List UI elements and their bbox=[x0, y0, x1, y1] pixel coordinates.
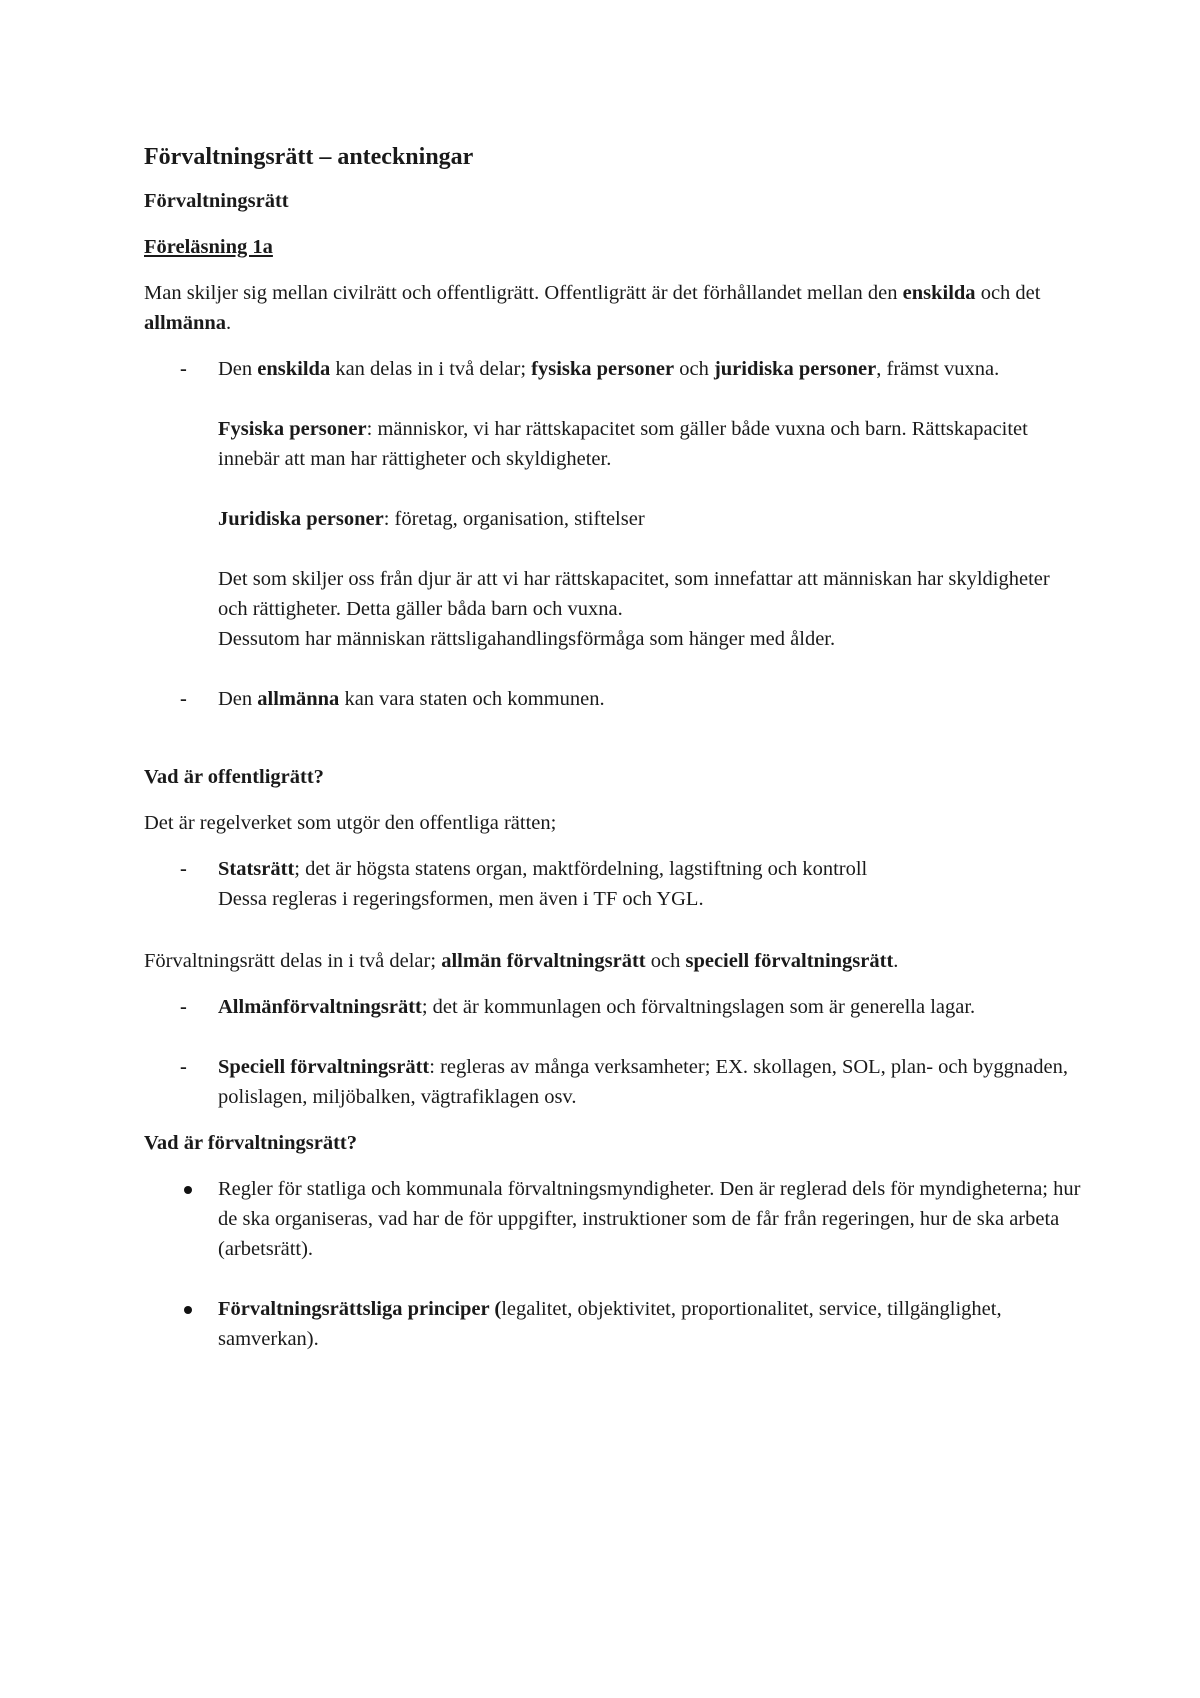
statsratt-text: Statsrätt; det är högsta statens organ, maktfördelning, lagstiftning och kontroll bbox=[218, 858, 868, 880]
intro-paragraph: Man skiljer sig mellan civilrätt och offentligrätt. Offentligrätt är det förhållandet mellan den enskilda och det allmänna. bbox=[144, 282, 1041, 334]
list-item-allman-forvaltningsratt bbox=[144, 992, 1084, 1022]
list-item-allmanna bbox=[144, 684, 1084, 714]
document-subtitle: Förvaltningsrätt bbox=[144, 190, 289, 212]
principer-text: Förvaltningsrättsliga principer (legalitet, objektivitet, proportionalitet, service, tillgänglighet, samverkan). bbox=[218, 1298, 1002, 1350]
list-item-speciell-forvaltningsratt bbox=[144, 1052, 1084, 1112]
bullet-dot-icon bbox=[184, 1306, 192, 1314]
forvaltningsratt-heading: Vad är förvaltningsrätt? bbox=[144, 1132, 357, 1154]
lecture-heading: Föreläsning 1a bbox=[144, 236, 273, 258]
allman-forvaltningsratt-text: Allmänförvaltningsrätt; det är kommunlagen och förvaltningslagen som är generella lagar. bbox=[218, 996, 976, 1018]
bullet-dot-icon bbox=[184, 1186, 192, 1194]
statsratt-text-2: Dessa regleras i regeringsformen, men även i TF och YGL. bbox=[218, 888, 704, 910]
enskilda-text: Den enskilda kan delas in i två delar; fysiska personer och juridiska personer, främst vuxna. bbox=[218, 358, 1000, 380]
document-body bbox=[144, 140, 1084, 1370]
list-item-enskilda bbox=[144, 354, 1084, 654]
document-title: Förvaltningsrätt – anteckningar bbox=[144, 144, 474, 170]
regler-text: Regler för statliga och kommunala förvaltningsmyndigheter. Den är reglerad dels för myndigheterna; hur de ska organiseras, vad har de för uppgifter, instruktioner som de får från regeringen, hur de ska arbeta (arbetsrätt). bbox=[218, 1178, 1081, 1260]
list-item-regler bbox=[144, 1174, 1084, 1264]
dash-marker: - bbox=[180, 358, 187, 380]
rattskapacitet-text: Det som skiljer oss från djur är att vi har rättskapacitet, som innefattar att människan har skyldigheter och rättigheter. Detta gäller båda barn och vuxna. bbox=[218, 568, 1050, 620]
speciell-forvaltningsratt-text: Speciell förvaltningsrätt: regleras av många verksamheter; EX. skollagen, SOL, plan- och byggnaden, polislagen, miljöbalken, vägtrafiklagen osv. bbox=[218, 1056, 1068, 1108]
handlingsformaga-text: Dessutom har människan rättsligahandlingsförmåga som hänger med ålder. bbox=[218, 628, 836, 650]
dash-marker: - bbox=[180, 858, 187, 880]
fysiska-personer-text: Fysiska personer: människor, vi har rättskapacitet som gäller både vuxna och barn. Rättskapacitet innebär att man har rättigheter och skyldigheter. bbox=[218, 418, 1028, 470]
offentligratt-text: Det är regelverket som utgör den offentliga rätten; bbox=[144, 812, 557, 834]
dash-marker: - bbox=[180, 996, 187, 1018]
dash-marker: - bbox=[180, 688, 187, 710]
list-item-principer bbox=[144, 1294, 1084, 1354]
offentligratt-heading: Vad är offentligrätt? bbox=[144, 766, 324, 788]
dash-marker: - bbox=[180, 1056, 187, 1078]
forvaltningsratt-delas-text: Förvaltningsrätt delas in i två delar; allmän förvaltningsrätt och speciell förvaltningsrätt. bbox=[144, 950, 899, 972]
allmanna-text: Den allmänna kan vara staten och kommunen. bbox=[218, 688, 605, 710]
list-item-statsratt bbox=[144, 854, 1084, 914]
juridiska-personer-text: Juridiska personer: företag, organisation, stiftelser bbox=[218, 508, 645, 530]
